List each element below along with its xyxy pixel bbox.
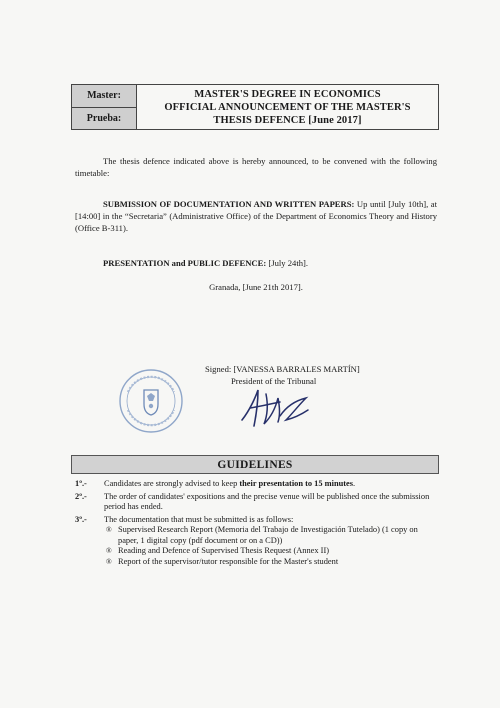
- guideline-item-1: 1º.- Candidates are strongly advised to keep their presentation to 15 minutes.: [75, 479, 356, 488]
- title-line-3: THESIS DEFENCE [June 2017]: [213, 114, 362, 126]
- submission-paragraph: [75, 198, 437, 234]
- intro-paragraph: The thesis defence indicated above is hereby announced, to be convened with the following timetable:: [75, 156, 437, 178]
- guideline-number: 2º.-: [75, 491, 87, 501]
- subitem-text: Supervised Research Report (Memoria del Trabajo de Investigación Tutelado) (1 copy on paper, 1 digital copy (pdf document or on a CD)): [118, 525, 418, 545]
- guideline-number: 3º.-: [75, 514, 87, 524]
- document-subitem-2: [104, 546, 437, 557]
- label-prueba: Prueba:: [72, 107, 136, 130]
- subitem-text: Report of the supervisor/tutor responsible for the Master's student: [118, 556, 339, 566]
- document-subitem-1: [104, 525, 437, 546]
- checkmark-icon: ®: [106, 546, 112, 555]
- checkmark-icon: ®: [106, 525, 112, 534]
- guideline-emphasis: their presentation to 15 minutes: [239, 479, 354, 488]
- document-subitem-3: [104, 557, 437, 568]
- guidelines-list: [75, 479, 437, 569]
- presentation-paragraph: [75, 257, 437, 269]
- guideline-item-3: [75, 515, 437, 568]
- announcement-header: [71, 84, 439, 130]
- submission-lead: SUBMISSION OF DOCUMENTATION AND WRITTEN PAPERS:: [103, 199, 355, 209]
- title-line-2: OFFICIAL ANNOUNCEMENT OF THE MASTER'S: [164, 101, 411, 113]
- guideline-text: The documentation that must be submitted is as follows:: [104, 514, 294, 524]
- guideline-text: Candidates are strongly advised to keep: [104, 479, 240, 488]
- presentation-date: [July 24th].: [266, 258, 309, 268]
- guideline-item-2: [75, 492, 437, 513]
- signer-role: President of the Tribunal: [231, 376, 317, 386]
- university-seal-icon: [118, 368, 184, 434]
- presentation-lead: PRESENTATION and PUBLIC DEFENCE:: [103, 258, 267, 268]
- guideline-number: 1º.-: [75, 479, 87, 488]
- handwritten-signature: [236, 386, 312, 430]
- label-master: Master:: [72, 85, 136, 107]
- submission-details: Up until [July 10th], at [14:00] in the “Secretaria” (Administrative Office) of the Department of Economics Theory and History (Office B-311).: [75, 199, 437, 233]
- signed-name: Signed: [VANESSA BARRALES MARTÍN]: [205, 364, 360, 374]
- place-date: Granada, [June 21th 2017].: [209, 282, 303, 292]
- guidelines-heading: GUIDELINES: [71, 455, 439, 474]
- header-labels: [72, 85, 137, 129]
- title-line-1: MASTER'S DEGREE IN ECONOMICS: [194, 88, 381, 100]
- guideline-text: The order of candidates' expositions and the precise venue will be published once the submission period has ended.: [104, 491, 430, 511]
- header-title: [137, 85, 438, 129]
- signature-block: [205, 363, 360, 387]
- checkmark-icon: ®: [106, 556, 112, 566]
- subitem-text: Reading and Defence of Supervised Thesis Request (Annex II): [118, 546, 330, 555]
